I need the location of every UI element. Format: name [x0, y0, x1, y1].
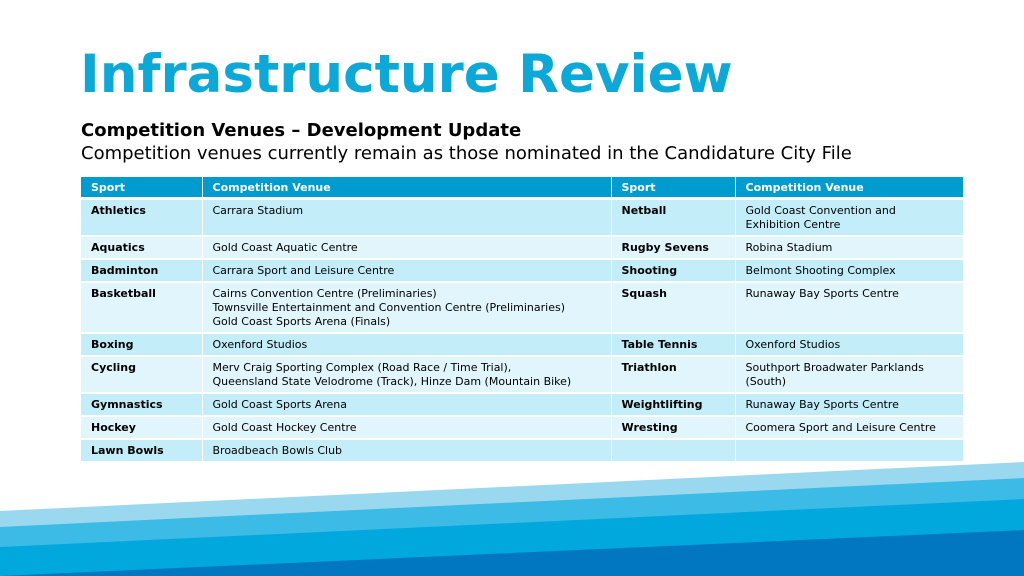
venue-cell: Carrara Stadium — [202, 199, 611, 237]
sport-cell: Basketball — [81, 282, 202, 333]
sport-cell: Triathlon — [611, 356, 735, 393]
table-row — [81, 282, 963, 333]
venue-cell: Oxenford Studios — [735, 333, 963, 356]
venue-cell: Gold Coast Aquatic Centre — [202, 236, 611, 259]
sport-cell: Squash — [611, 282, 735, 333]
sport-cell: Aquatics — [81, 236, 202, 259]
header-competition-venue: Competition Venue — [202, 177, 611, 199]
slide-subtitle: Competition Venues – Development Update — [81, 120, 522, 141]
sport-cell: Athletics — [81, 199, 202, 237]
header-competition-venue: Competition Venue — [735, 177, 963, 199]
venue-cell: Merv Craig Sporting Complex (Road Race / Time Trial), Queensland State Velodrome (Track), Hinze Dam (Mountain Bike) — [202, 356, 611, 393]
venue-cell: Carrara Sport and Leisure Centre — [202, 259, 611, 282]
table-row — [81, 333, 963, 356]
venue-cell: Southport Broadwater Parklands (South) — [735, 356, 963, 393]
sport-cell: Netball — [611, 199, 735, 237]
table-row — [81, 356, 963, 393]
sport-cell: Hockey — [81, 416, 202, 439]
header-sport: Sport — [81, 177, 202, 199]
table-row — [81, 236, 963, 259]
venue-cell: Gold Coast Convention and Exhibition Centre — [735, 199, 963, 237]
sport-cell: Badminton — [81, 259, 202, 282]
sport-cell: Cycling — [81, 356, 202, 393]
venue-cell: Broadbeach Bowls Club — [202, 439, 611, 462]
table-row — [81, 393, 963, 416]
venue-cell: Oxenford Studios — [202, 333, 611, 356]
venue-cell: Robina Stadium — [735, 236, 963, 259]
sport-cell: Table Tennis — [611, 333, 735, 356]
venue-cell: Coomera Sport and Leisure Centre — [735, 416, 963, 439]
sport-cell: Shooting — [611, 259, 735, 282]
table-row — [81, 259, 963, 282]
header-sport: Sport — [611, 177, 735, 199]
table-header-row — [81, 177, 963, 199]
table-row — [81, 416, 963, 439]
venues-table — [81, 177, 964, 463]
venue-cell: Runaway Bay Sports Centre — [735, 393, 963, 416]
sport-cell: Wresting — [611, 416, 735, 439]
slide-description: Competition venues currently remain as those nominated in the Candidature City File — [81, 143, 852, 164]
venue-cell: Runaway Bay Sports Centre — [735, 282, 963, 333]
sport-cell: Rugby Sevens — [611, 236, 735, 259]
sport-cell: Lawn Bowls — [81, 439, 202, 462]
slide-title: Infrastructure Review — [80, 44, 733, 105]
table-row — [81, 199, 963, 237]
venue-cell: Cairns Convention Centre (Preliminaries) Townsville Entertainment and Convention Centre (Preliminaries) Gold Coast Sports Arena (Finals) — [202, 282, 611, 333]
venue-cell: Gold Coast Hockey Centre — [202, 416, 611, 439]
venue-cell: Gold Coast Sports Arena — [202, 393, 611, 416]
venue-cell: Belmont Shooting Complex — [735, 259, 963, 282]
sport-cell: Boxing — [81, 333, 202, 356]
sport-cell: Weightlifting — [611, 393, 735, 416]
sport-cell: Gymnastics — [81, 393, 202, 416]
decorative-wave-graphic — [0, 455, 1024, 576]
